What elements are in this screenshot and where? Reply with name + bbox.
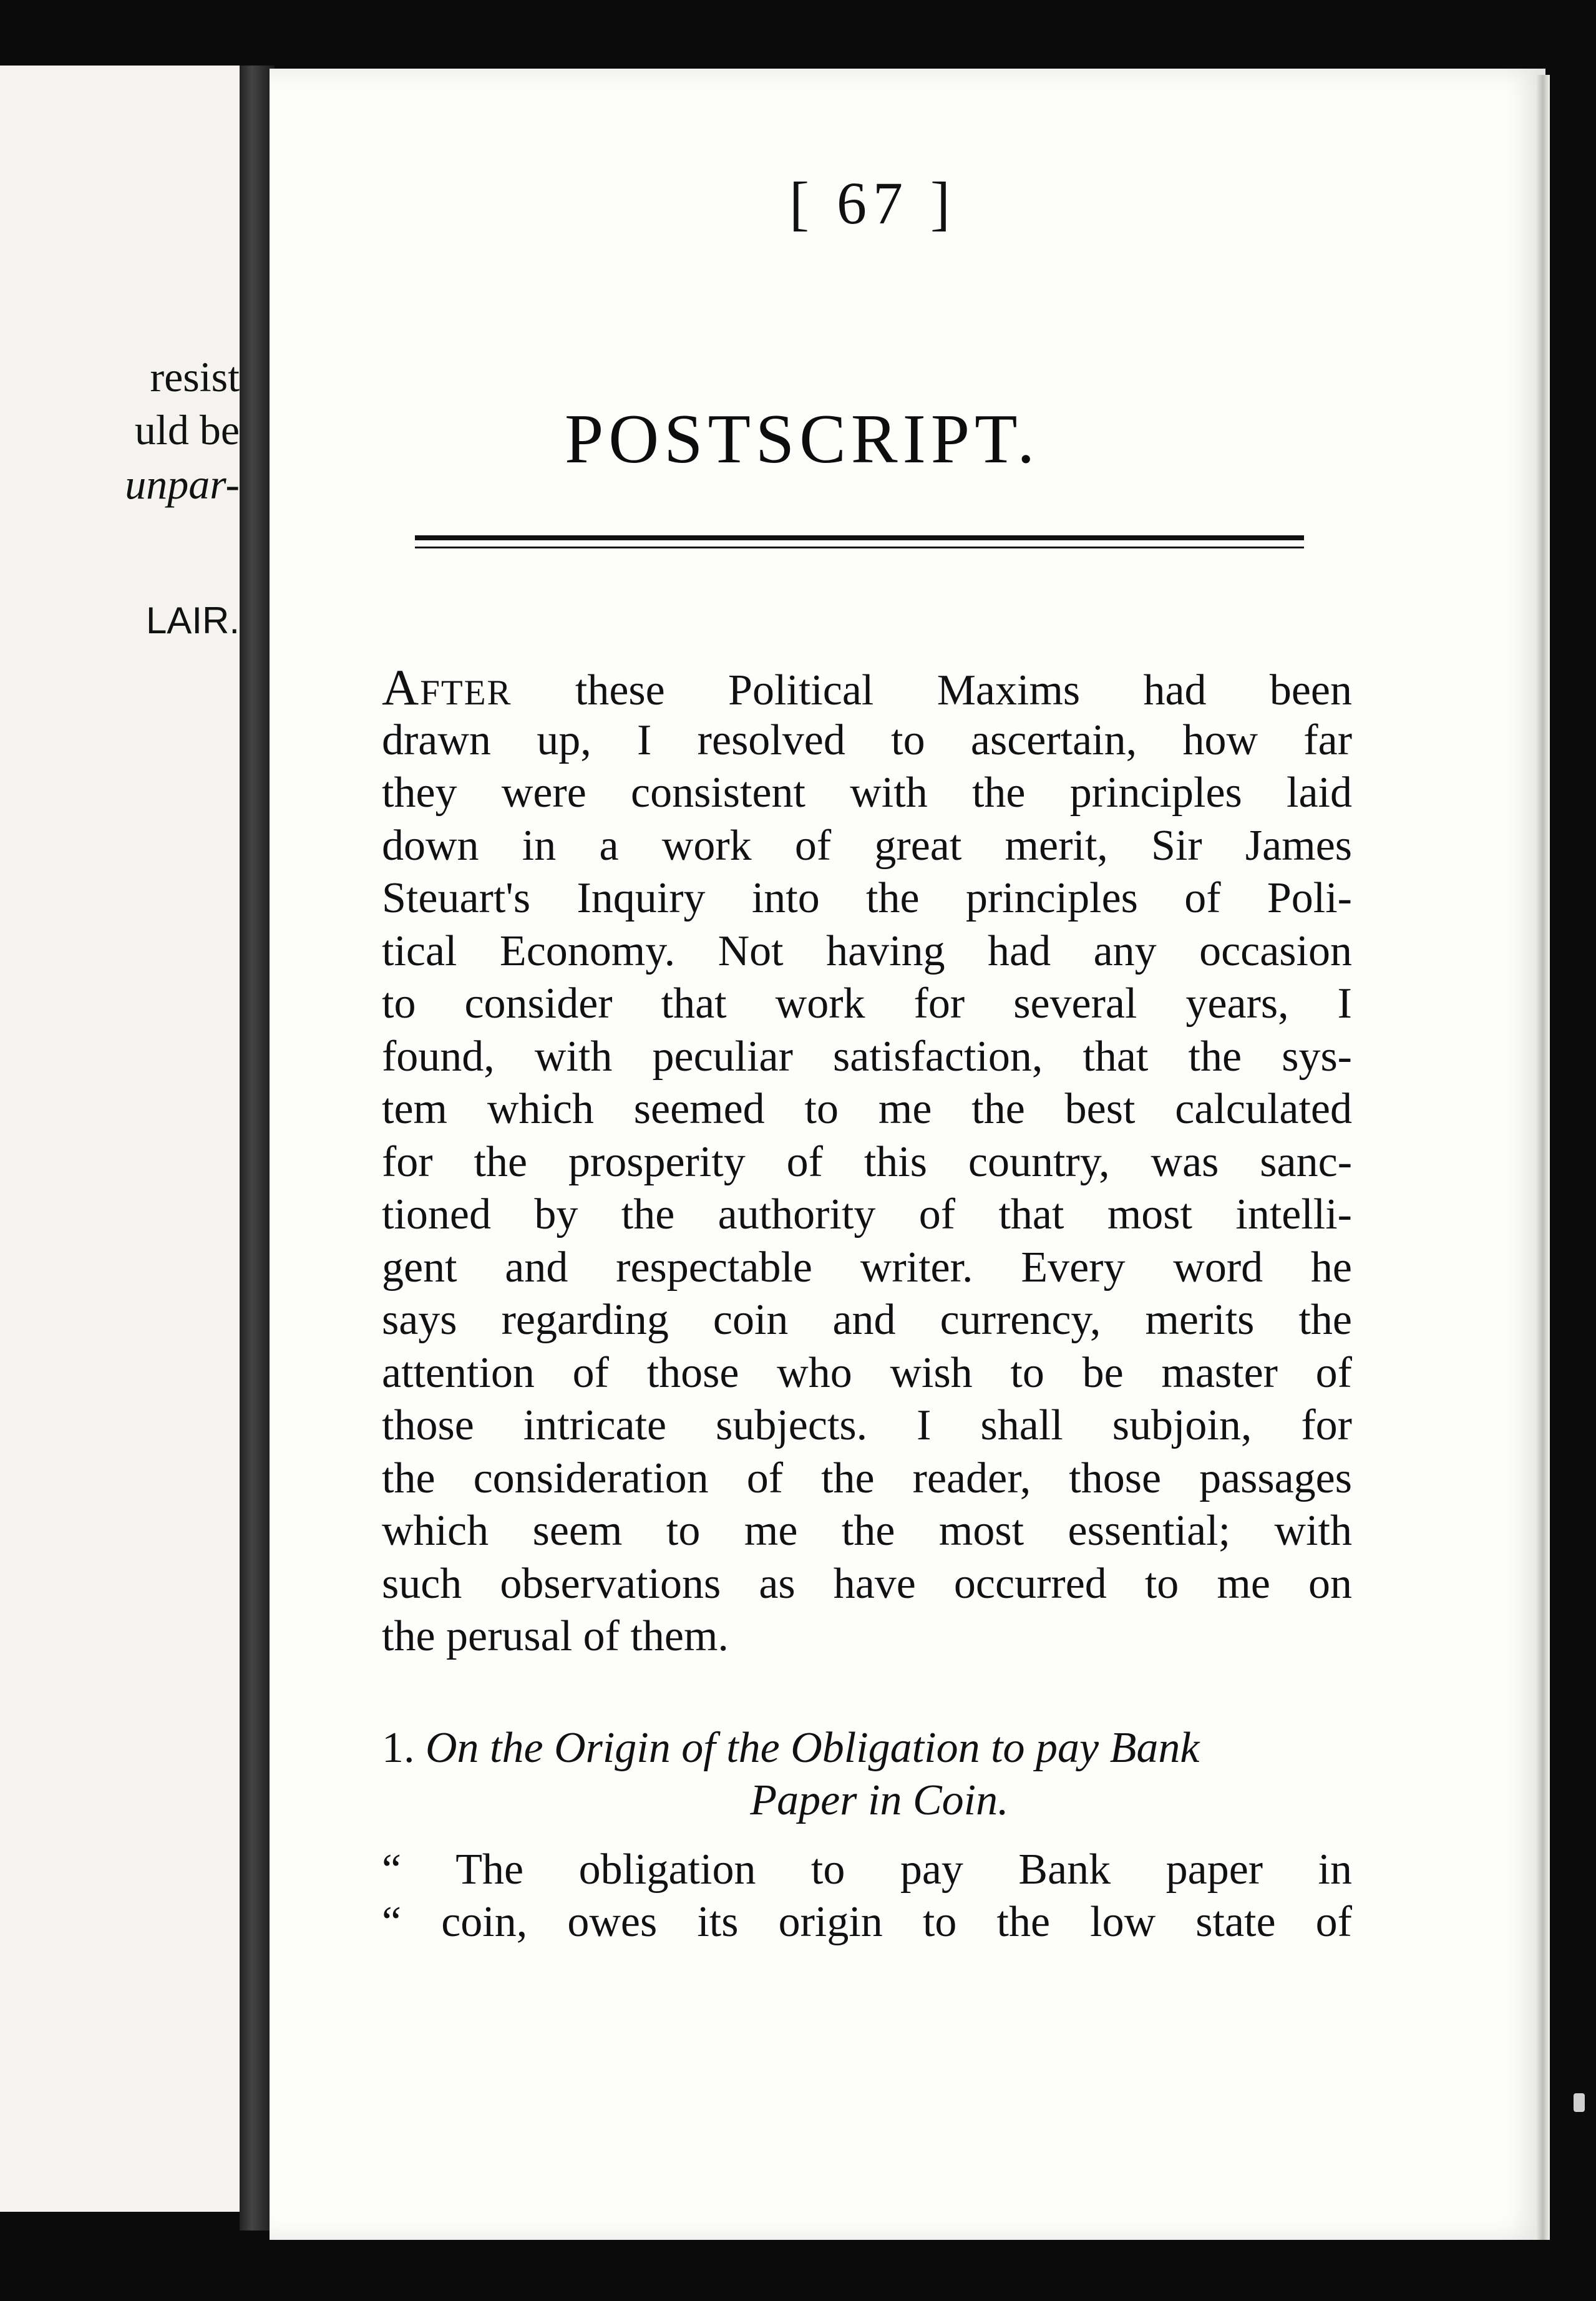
body-line: they were consistent with the principles laid	[382, 769, 1352, 817]
facing-page-line: unpar-	[125, 460, 240, 508]
body-paragraph	[382, 661, 1352, 1663]
body-line: those intricate subjects. I shall subjoin, for	[382, 1401, 1352, 1449]
page-corner-mark	[1574, 2093, 1585, 2112]
body-line: the perusal of them.	[382, 1612, 729, 1660]
body-line: says regarding coin and currency, merits the	[382, 1296, 1352, 1344]
page-number: [ 67 ]	[789, 170, 956, 236]
section-heading-line: Paper in Coin.	[750, 1776, 1009, 1824]
body-line: Steuart's Inquiry into the principles of Poli-	[382, 874, 1352, 922]
page-title: POSTSCRIPT.	[565, 401, 1040, 478]
body-line: attention of those who wish to be master of	[382, 1348, 1352, 1397]
body-line: the consideration of the reader, those passages	[382, 1454, 1352, 1502]
quote-line: “ coin, owes its origin to the low state of	[382, 1898, 1352, 1946]
body-line: tioned by the authority of that most intelli-	[382, 1190, 1352, 1238]
body-line: found, with peculiar satisfaction, that the sys-	[382, 1032, 1352, 1081]
body-line: to consider that work for several years, I	[382, 980, 1352, 1028]
opening-word: After	[382, 659, 512, 716]
facing-page-line: uld be	[134, 406, 240, 454]
quotation	[382, 1844, 1352, 1948]
body-line: tem which seemed to me the best calculated	[382, 1085, 1352, 1133]
facing-page	[0, 66, 240, 2212]
section-heading	[382, 1722, 1352, 1827]
body-line: drawn up, I resolved to ascertain, how far	[382, 716, 1352, 764]
body-line: such observations as have occurred to me on	[382, 1559, 1352, 1608]
title-rule-thin	[415, 547, 1304, 548]
body-line: which seem to me the most essential; with	[382, 1507, 1352, 1555]
facing-page-line: resist	[150, 353, 240, 401]
body-line: gent and respectable writer. Every word he	[382, 1243, 1352, 1292]
body-line: down in a work of great merit, Sir James	[382, 821, 1352, 870]
section-number: 1.	[382, 1724, 415, 1772]
body-line: tical Economy. Not having had any occasion	[382, 927, 1352, 975]
body-line: for the prosperity of this country, was sanc-	[382, 1137, 1352, 1186]
quote-line: “ The obligation to pay Bank paper in	[382, 1846, 1352, 1894]
page-edge	[1536, 75, 1550, 2240]
title-rule-thick	[415, 535, 1304, 540]
body-line: After these Political Maxims had been	[382, 659, 1352, 716]
facing-page-line: LAIR.	[145, 600, 240, 641]
section-heading-line: 1. On the Origin of the Obligation to pay Bank	[382, 1724, 1200, 1772]
